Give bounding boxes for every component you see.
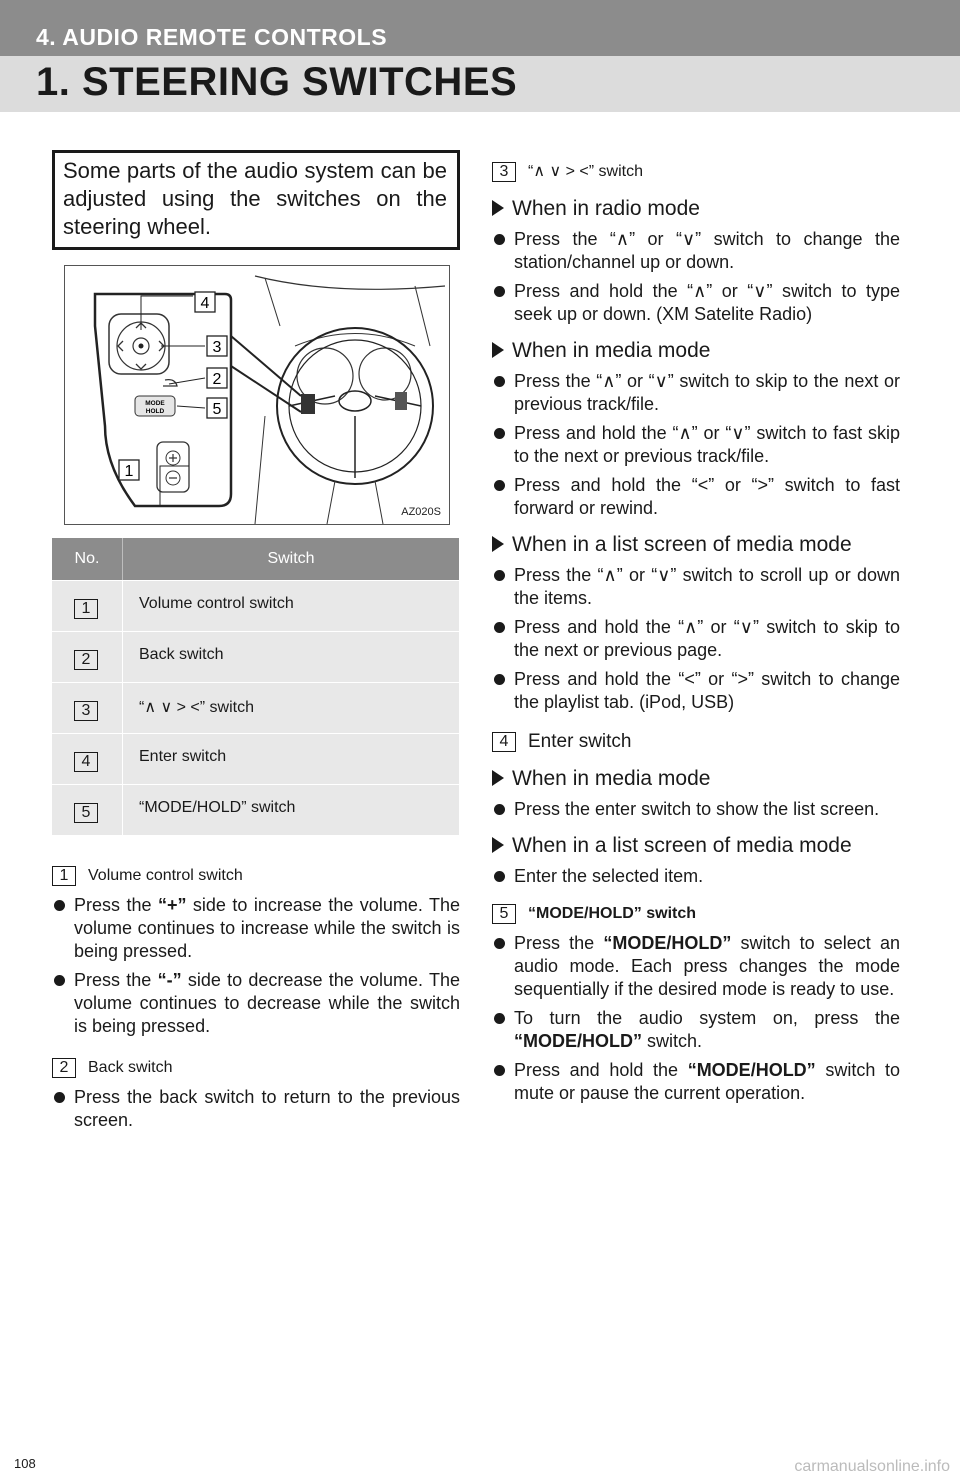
section-title: 4. AUDIO REMOTE CONTROLS	[36, 24, 388, 50]
arrow-right-icon	[492, 837, 504, 853]
watermark: carmanualsonline.info	[794, 1458, 950, 1475]
bullet-item: Enter the selected item.	[492, 865, 900, 888]
right-column	[492, 156, 900, 1111]
section-badge: 4	[492, 732, 516, 752]
bullet-item: Press and hold the “MODE/HOLD” switch to mute or pause the current operation.	[492, 1059, 900, 1105]
section-title: Back switch	[88, 1059, 173, 1076]
section-title: Volume control switch	[88, 867, 243, 884]
row-label: “∧ ∨ > <” switch	[139, 699, 254, 716]
section-volume-heading	[52, 864, 460, 888]
figure-callout: 4	[200, 295, 210, 312]
table-header	[52, 538, 459, 580]
table-row	[52, 580, 459, 631]
section-title: “∧ ∨ > <” switch	[528, 163, 643, 180]
row-badge: 3	[74, 701, 98, 721]
header-no: No.	[52, 538, 123, 580]
figure-callout: 2	[212, 371, 222, 388]
table-row	[52, 631, 459, 682]
subheading-media: When in media mode	[492, 338, 900, 364]
arrow-right-icon	[492, 536, 504, 552]
intro-box: Some parts of the audio system can be adjusted using the switches on the steering wheel.	[52, 150, 460, 250]
arrow-right-icon	[492, 770, 504, 786]
mode-button-text: MODE	[145, 400, 165, 407]
arrow-right-icon	[492, 200, 504, 216]
section-mode-heading	[492, 902, 900, 926]
switch-table	[52, 538, 459, 835]
bullet-item: Press the “∧” or “∨” switch to scroll up or down the items.	[492, 564, 900, 610]
bullet-item: Press the back switch to return to the previous screen.	[52, 1086, 460, 1132]
bullet-item: Press and hold the “∧” or “∨” switch to skip to the next or previous page.	[492, 616, 900, 662]
row-badge: 4	[74, 752, 98, 772]
bullet-item: Press the “+” side to increase the volume. The volume continues to increase while the switch is being pressed.	[52, 894, 460, 963]
bullet-item: Press the “-” side to decrease the volume. The volume continues to decrease while the switch is being pressed.	[52, 969, 460, 1038]
section-enter-heading	[492, 730, 900, 754]
section-badge: 5	[492, 904, 516, 924]
row-label: Volume control switch	[139, 595, 294, 612]
row-badge: 1	[74, 599, 98, 619]
page-header	[0, 0, 960, 112]
section-badge: 1	[52, 866, 76, 886]
section-arrows-heading	[492, 160, 900, 184]
left-column	[52, 860, 460, 1138]
figure-callout: 3	[212, 339, 222, 356]
row-label: Enter switch	[139, 748, 227, 765]
row-label: Back switch	[139, 646, 224, 663]
subheading-list: When in a list screen of media mode	[492, 532, 900, 558]
bullet-item: Press and hold the “∧” or “∨” switch to fast skip to the next or previous track/file.	[492, 422, 900, 468]
figure-callout: 1	[124, 463, 134, 480]
figure-code: AZ020S	[401, 506, 441, 518]
bullet-item: Press the “∧” or “∨” switch to change the station/channel up or down.	[492, 228, 900, 274]
bullet-item: Press and hold the “<” or “>” switch to change the playlist tab. (iPod, USB)	[492, 668, 900, 714]
section-title: “MODE/HOLD” switch	[528, 905, 697, 922]
page-title: 1. STEERING SWITCHES	[36, 60, 518, 104]
subheading-list: When in a list screen of media mode	[492, 833, 900, 859]
bullet-item: Press the enter switch to show the list screen.	[492, 798, 900, 821]
section-title: Enter switch	[528, 731, 632, 752]
subheading-radio: When in radio mode	[492, 196, 900, 222]
bullet-item: Press the “∧” or “∨” switch to skip to the next or previous track/file.	[492, 370, 900, 416]
steering-illustration	[65, 266, 449, 524]
page-number: 108	[14, 1456, 36, 1471]
hold-button-text: HOLD	[145, 408, 165, 415]
section-badge: 3	[492, 162, 516, 182]
bullet-item: Press and hold the “<” or “>” switch to fast forward or rewind.	[492, 474, 900, 520]
bullet-item: To turn the audio system on, press the “MODE/HOLD” switch.	[492, 1007, 900, 1053]
steering-switch-figure	[64, 265, 450, 525]
figure-callout: 5	[212, 401, 222, 418]
section-back-heading	[52, 1056, 460, 1080]
bullet-item: Press the “MODE/HOLD” switch to select an audio mode. Each press changes the mode sequentially if the desired mode is ready to use.	[492, 932, 900, 1001]
header-switch: Switch	[267, 550, 315, 567]
row-badge: 2	[74, 650, 98, 670]
arrow-right-icon	[492, 342, 504, 358]
row-label: “MODE/HOLD” switch	[139, 799, 296, 816]
bullet-item: Press and hold the “∧” or “∨” switch to type seek up or down. (XM Satelite Radio)	[492, 280, 900, 326]
subheading-media: When in media mode	[492, 766, 900, 792]
row-badge: 5	[74, 803, 98, 823]
table-row	[52, 682, 459, 733]
table-row	[52, 784, 459, 835]
section-badge: 2	[52, 1058, 76, 1078]
table-row	[52, 733, 459, 784]
